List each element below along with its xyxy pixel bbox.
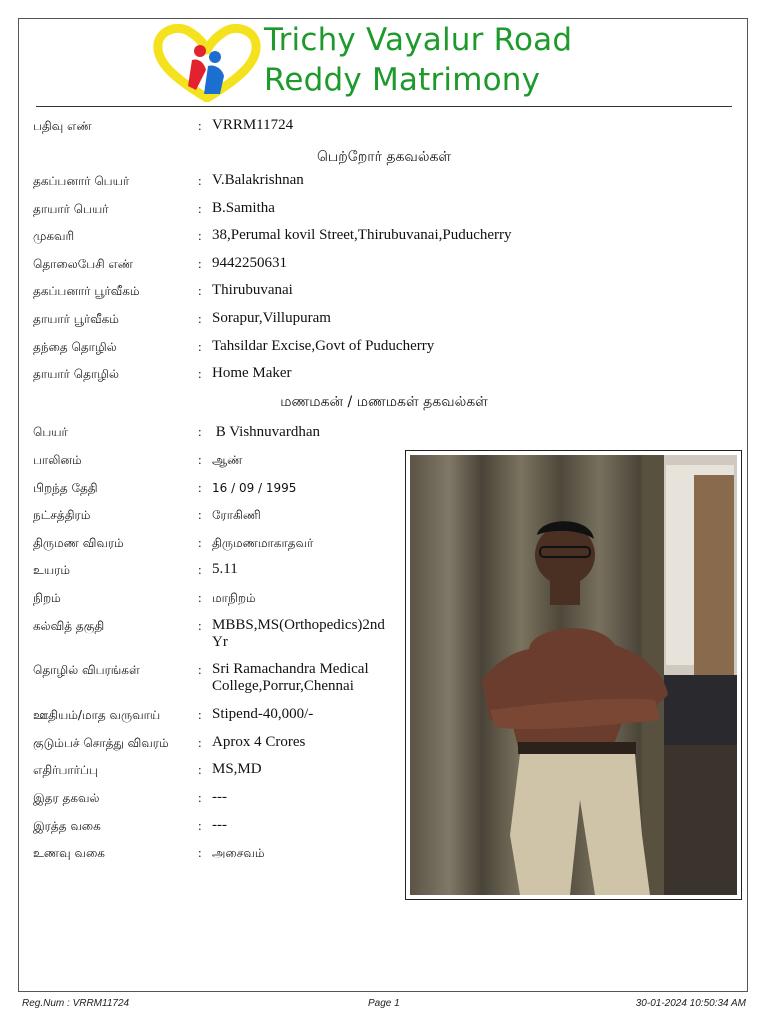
row-label: தாயார் பூர்வீகம் [33, 312, 119, 326]
colon: : [198, 845, 202, 860]
candidate-photo-frame [405, 450, 742, 900]
colon: : [198, 735, 202, 750]
occupation-value: Sri Ramachandra Medical College,Porrur,Chennai [212, 661, 369, 694]
colon: : [198, 311, 202, 326]
candidate-name-value: B Vishnuvardhan [212, 424, 320, 440]
row-label: நட்சத்திரம் [33, 508, 91, 522]
colon: : [198, 480, 202, 495]
row-label: குடும்பச் சொத்து விவரம் [33, 736, 169, 750]
reg-value: VRRM11724 [212, 117, 294, 133]
row-label: தகப்பனார் பூர்வீகம் [33, 284, 140, 298]
property-value: Aprox 4 Crores [212, 734, 306, 750]
address-value: 38,Perumal kovil Street,Thirubuvanai,Puducherry [212, 227, 512, 243]
candidate-photo [410, 455, 737, 895]
colon: : [198, 366, 202, 381]
colon: : [198, 339, 202, 354]
row-label: எதிர்பார்ப்பு [33, 763, 98, 777]
father-native-value: Thirubuvanai [212, 282, 293, 298]
expectation-value: MS,MD [212, 761, 262, 777]
row-label: பிறந்த தேதி [33, 481, 98, 495]
complexion-value: மாநிறம் [212, 591, 256, 605]
colon: : [198, 173, 202, 188]
row-label: தாயார் தொழில் [33, 367, 119, 381]
colon: : [198, 618, 202, 633]
phone-value: 9442250631 [212, 255, 287, 271]
row-label: கல்வித் தகுதி [33, 619, 105, 633]
footer-reg-num: Reg.Num : VRRM11724 [22, 998, 130, 1009]
colon: : [198, 452, 202, 467]
other-info-value: --- [212, 789, 227, 805]
star-value: ரோகிணி [212, 508, 261, 522]
colon: : [198, 707, 202, 722]
logo-heart-icon [152, 24, 262, 102]
row-label: தொழில் விபரங்கள் [33, 663, 140, 677]
row-label: பாலினம் [33, 453, 82, 467]
footer-page-number: Page 1 [368, 998, 400, 1009]
row-label: நிறம் [33, 591, 61, 605]
education-value: MBBS,MS(Orthopedics)2nd Yr [212, 617, 385, 650]
row-label: பெயர் [33, 425, 68, 439]
dob-value: 16 / 09 / 1995 [212, 481, 297, 495]
row-label: உணவு வகை [33, 846, 105, 860]
colon: : [198, 535, 202, 550]
mother-occupation-value: Home Maker [212, 365, 292, 381]
colon: : [198, 424, 202, 439]
father-occupation-value: Tahsildar Excise,Govt of Puducherry [212, 338, 435, 354]
parents-section-title: பெற்றோர் தகவல்கள் [316, 149, 452, 165]
colon: : [198, 562, 202, 577]
height-value: 5.11 [212, 561, 238, 577]
footer-timestamp: 30-01-2024 10:50:34 AM [635, 998, 746, 1009]
row-label: ஊதியம்/மாத வருவாய் [33, 708, 161, 722]
colon: : [198, 256, 202, 271]
brand-title-line2: Reddy Matrimony [264, 62, 541, 98]
food-type-value: அசைவம் [212, 846, 265, 860]
colon: : [198, 662, 202, 677]
colon: : [198, 201, 202, 216]
row-label: இரத்த வகை [33, 819, 101, 833]
row-label: தொலைபேசி எண் [33, 257, 134, 271]
row-label: தாயார் பெயர் [33, 202, 109, 216]
row-label: தகப்பனார் பெயர் [33, 174, 130, 188]
colon: : [198, 818, 202, 833]
reg-label: பதிவு எண் [33, 119, 92, 133]
income-value: Stipend-40,000/- [212, 706, 314, 722]
blood-group-value: --- [212, 817, 227, 833]
colon: : [198, 228, 202, 243]
candidate-section-title: மணமகன் / மணமகள் தகவல்கள் [280, 394, 488, 410]
colon: : [198, 762, 202, 777]
header-divider [36, 106, 732, 107]
row-label: இதர தகவல் [33, 791, 100, 805]
colon: : [198, 790, 202, 805]
colon: : [198, 283, 202, 298]
row-label: தந்தை தொழில் [33, 340, 117, 354]
colon: : [198, 118, 202, 133]
gender-value: ஆண் [212, 453, 243, 467]
mother-native-value: Sorapur,Villupuram [212, 310, 331, 326]
row-label: உயரம் [33, 563, 71, 577]
marital-status-value: திருமணமாகாதவர் [212, 536, 314, 550]
row-label: முகவரி [33, 229, 75, 243]
brand-title-line1: Trichy Vayalur Road [264, 22, 573, 58]
colon: : [198, 507, 202, 522]
mother-name-value: B.Samitha [212, 200, 275, 216]
father-name-value: V.Balakrishnan [212, 172, 304, 188]
row-label: திருமண விவரம் [33, 536, 124, 550]
colon: : [198, 590, 202, 605]
